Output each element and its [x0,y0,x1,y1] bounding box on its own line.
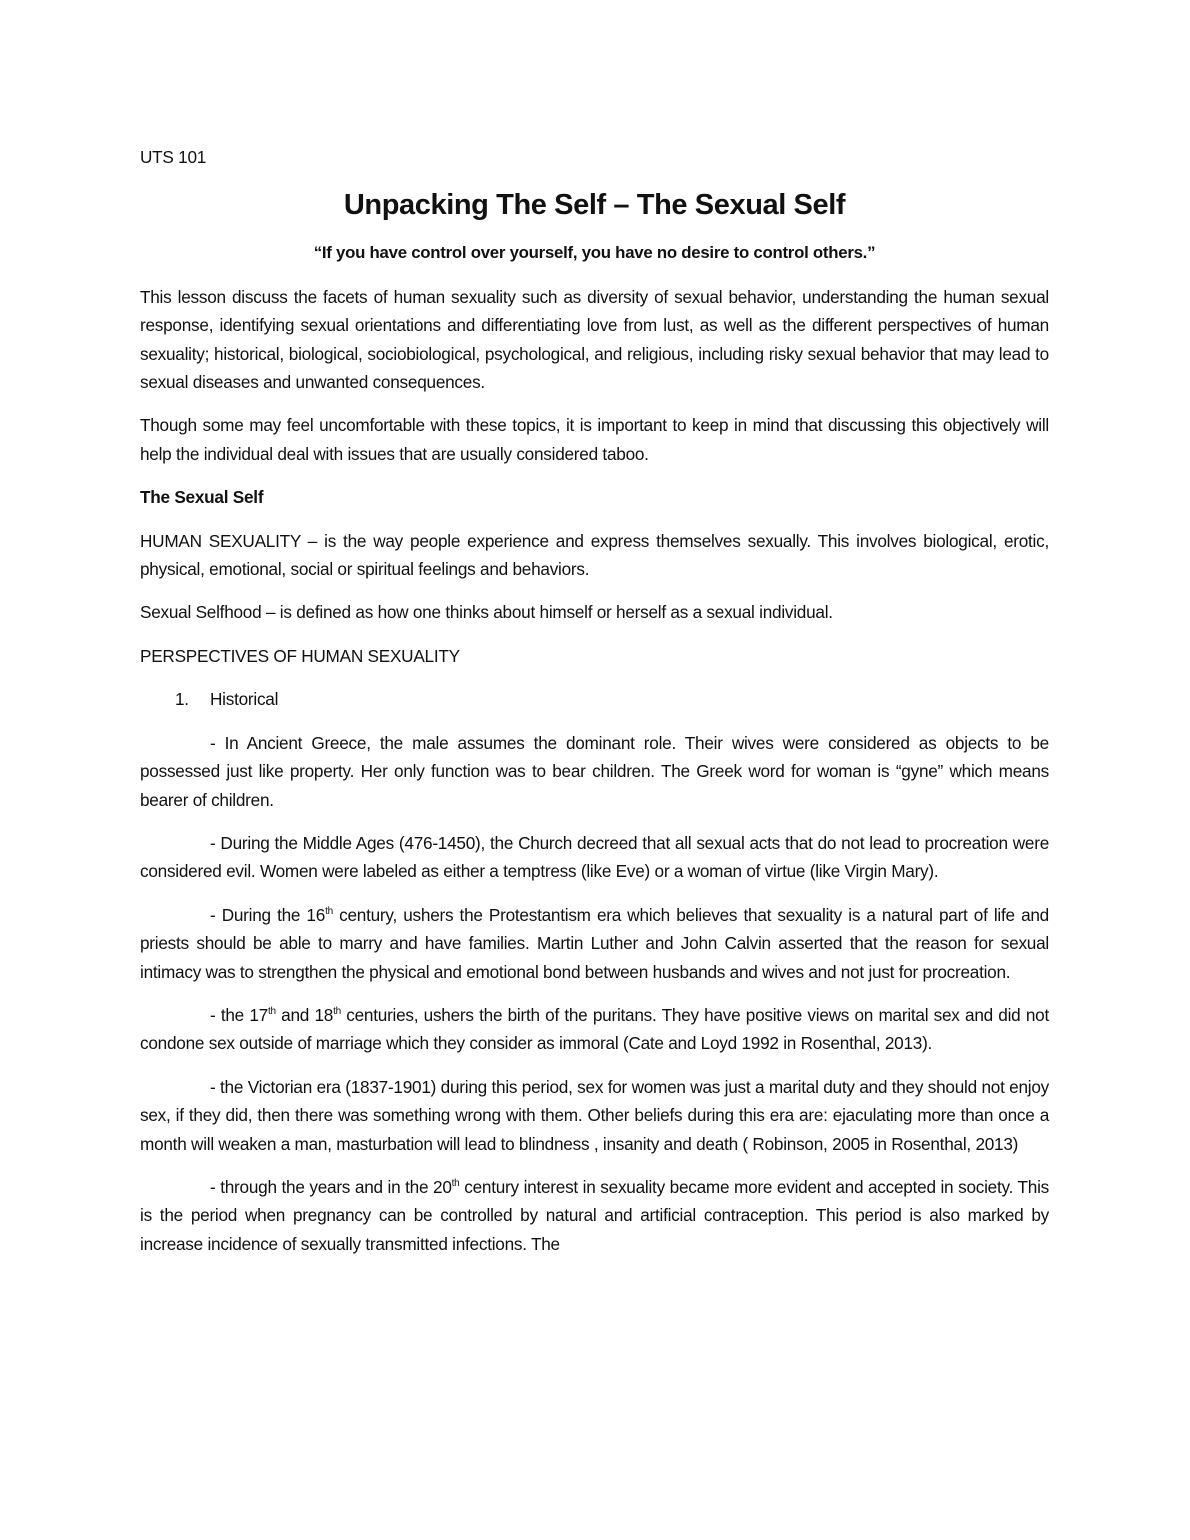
text-run: - During the 16 [210,904,326,925]
superscript: th [333,1005,341,1017]
superscript: th [325,905,333,917]
text-run: century, ushers the Protestantism era which believes that sexuality is a natural part of life and priests should be able to marry and have families. Martin Luther and John Calvin asserted that the reason for sexual intimacy was to strengthen the physical and emotional bond between husbands and wives and not just for procreation. [140,904,1049,982]
paragraph-victorian-era: - the Victorian era (1837-1901) during this period, sex for women was just a marital duty and they should not enjoy sex, if they did, then there was something wrong with them. Other beliefs during this era are: ejaculating more than once a month will weaken a man, masturbation will lead to blindness , insanity and death ( Robinson, 2005 in Rosenthal, 2013) [140,1076,1049,1154]
epigraph-quote: “If you have control over yourself, you have no desire to control others.” [313,243,876,263]
paragraph-16th-century [140,901,1049,986]
list-label: Historical [210,689,279,710]
definition-sexual-selfhood: Sexual Selfhood – is defined as how one thinks about himself or herself as a sexual individual. [140,602,833,623]
superscript: th [451,1177,460,1189]
text-run: - the 17 [210,1004,268,1025]
text-run: centuries, ushers the birth of the puritans. They have positive views on marital sex and did not condone sex outside of marriage which they consider as immoral (Cate and Loyd 1992 in Rosenthal, 2013). [140,1004,1049,1054]
paragraph-ancient-greece: - In Ancient Greece, the male assumes the dominant role. Their wives were considered as objects to be possessed just like property. Her only function was to bear children. The Greek word for woman is “gyne” which means bearer of children. [140,732,1049,810]
list-number: 1. [175,689,189,710]
course-code: UTS 101 [140,147,207,167]
intro-paragraph-2: Though some may feel uncomfortable with these topics, it is important to keep in mind that discussing this objectively will help the individual deal with issues that are usually considered taboo. [140,415,1049,464]
definition-human-sexuality: HUMAN SEXUALITY – is the way people experience and express themselves sexually. This involves biological, erotic, physical, emotional, social or spiritual feelings and behaviors. [140,530,1049,580]
document-title: Unpacking The Self – The Sexual Self [343,189,846,222]
text-run: - through the years and in the 20 [210,1176,452,1197]
document-page [140,140,1049,1258]
paragraph-middle-ages: - During the Middle Ages (476-1450), the Church decreed that all sexual acts that do not lead to procreation were considered evil. Women were labeled as either a temptress (like Eve) or a woman of virtue (like Virgin Mary). [140,832,1049,882]
superscript: th [267,1005,276,1017]
intro-paragraph-1: This lesson discuss the facets of human sexuality such as diversity of sexual behavior, understanding the human sexual response, identifying sexual orientations and differentiating love from lust, as well as the different perspectives of human sexuality; historical, biological, sociobiological, psychological, and religious, including risky sexual behavior that may lead to sexual diseases and unwanted consequences. [140,286,1049,393]
perspectives-heading: PERSPECTIVES OF HUMAN SEXUALITY [140,645,460,666]
list-item-historical [140,685,1049,713]
section-heading: The Sexual Self [140,487,264,508]
text-run: century interest in sexuality became more evident and accepted in society. This is the period when pregnancy can be controlled by natural and artificial contraception. This period is also marked by increase incidence of sexually transmitted infections. The [140,1176,1049,1254]
text-run: and 18 [275,1004,334,1025]
paragraph-17th-18th-century [140,1001,1049,1058]
paragraph-20th-century [140,1173,1049,1258]
